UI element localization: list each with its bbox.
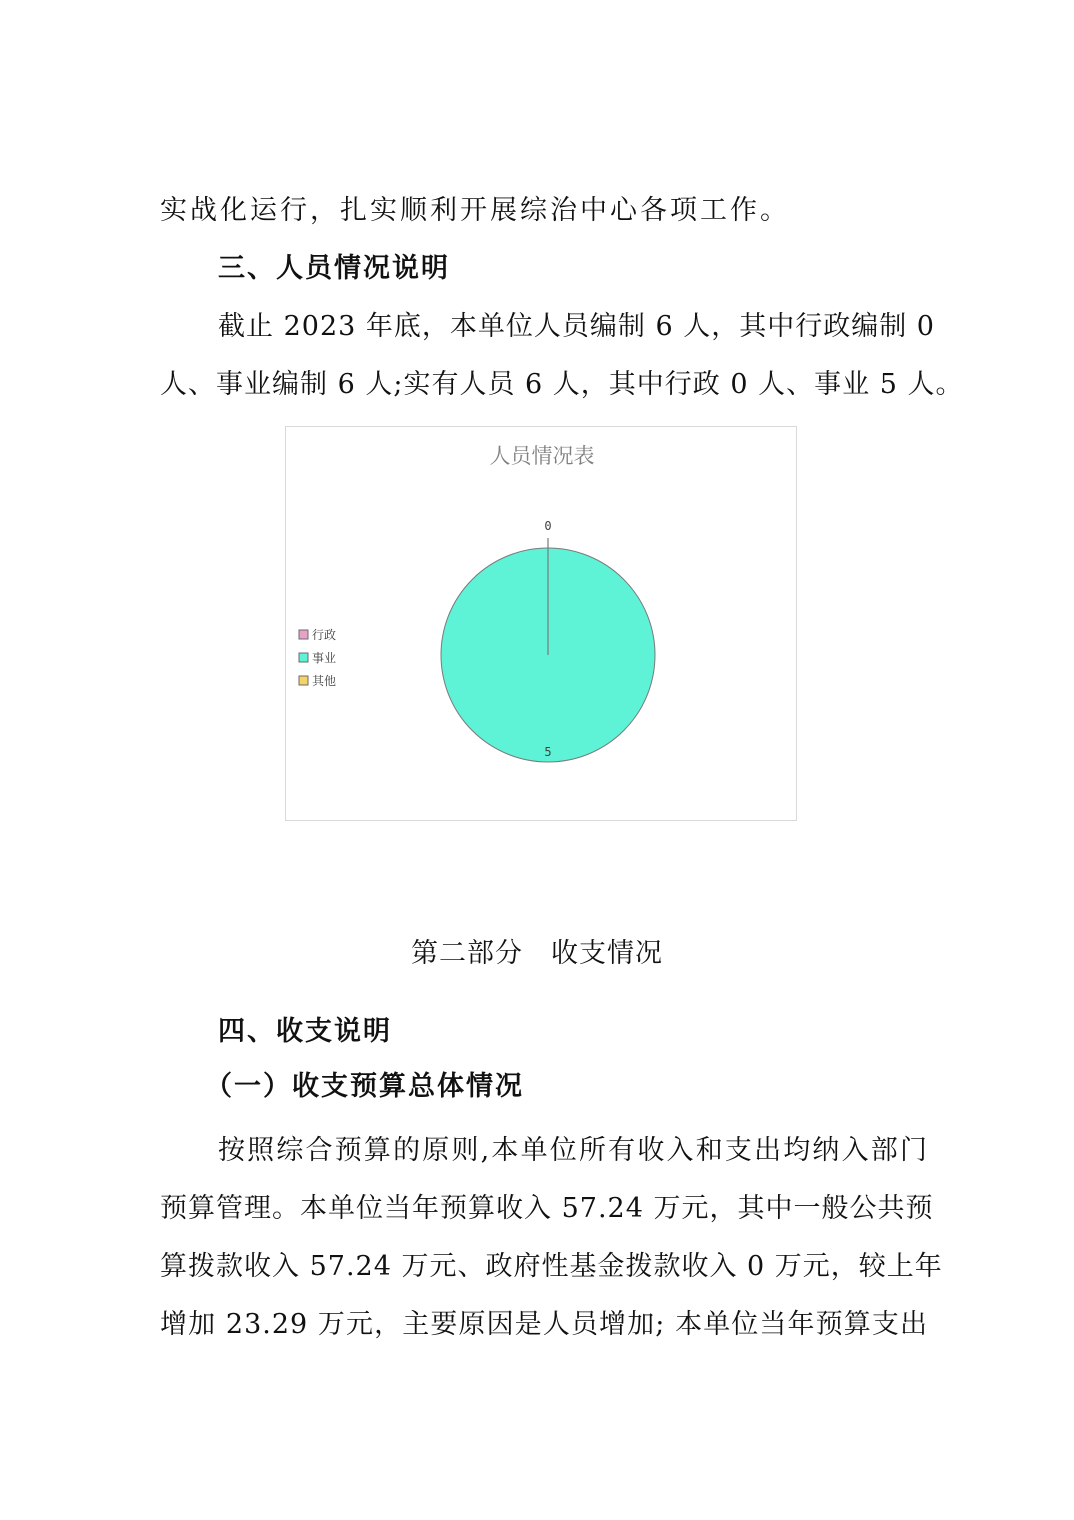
pie-chart-svg	[286, 427, 798, 822]
income-paragraph-line-2: 预算管理。本单位当年预算收入 57.24 万元，其中一般公共预	[160, 1193, 934, 1224]
chart-title: 人员情况表	[489, 444, 595, 468]
paragraph-tail: 实战化运行，扎实顺利开展综治中心各项工作。	[160, 195, 790, 226]
legend-label-1: 事业	[312, 651, 337, 665]
chart-legend	[299, 627, 336, 688]
part-title: 第二部分 收支情况	[411, 938, 663, 969]
legend-label-2: 其他	[312, 674, 337, 688]
legend-swatch-0	[299, 630, 308, 639]
legend-swatch-2	[299, 676, 308, 685]
income-paragraph-line-1: 按照综合预算的原则,本单位所有收入和支出均纳入部门	[218, 1135, 928, 1166]
subsection-heading: （一）收支预算总体情况	[205, 1071, 524, 1102]
section-heading-income: 四、收支说明	[218, 1016, 392, 1047]
staff-paragraph-line-1: 截止 2023 年底，本单位人员编制 6 人，其中行政编制 0	[218, 311, 935, 342]
legend-label-0: 行政	[312, 628, 337, 642]
legend-swatch-1	[299, 653, 308, 662]
staff-paragraph-line-2: 人、事业编制 6 人;实有人员 6 人，其中行政 0 人、事业 5 人。	[160, 369, 964, 400]
income-paragraph-line-3: 算拨款收入 57.24 万元、政府性基金拨款收入 0 万元，较上年	[160, 1251, 943, 1282]
income-paragraph-line-4: 增加 23.29 万元，主要原因是人员增加; 本单位当年预算支出	[160, 1309, 928, 1340]
data-label-1: 5	[544, 745, 552, 759]
data-label-0: 0	[544, 519, 552, 533]
pie-slices	[441, 538, 655, 762]
staff-pie-chart	[285, 426, 797, 821]
section-heading-staff: 三、人员情况说明	[218, 253, 450, 284]
